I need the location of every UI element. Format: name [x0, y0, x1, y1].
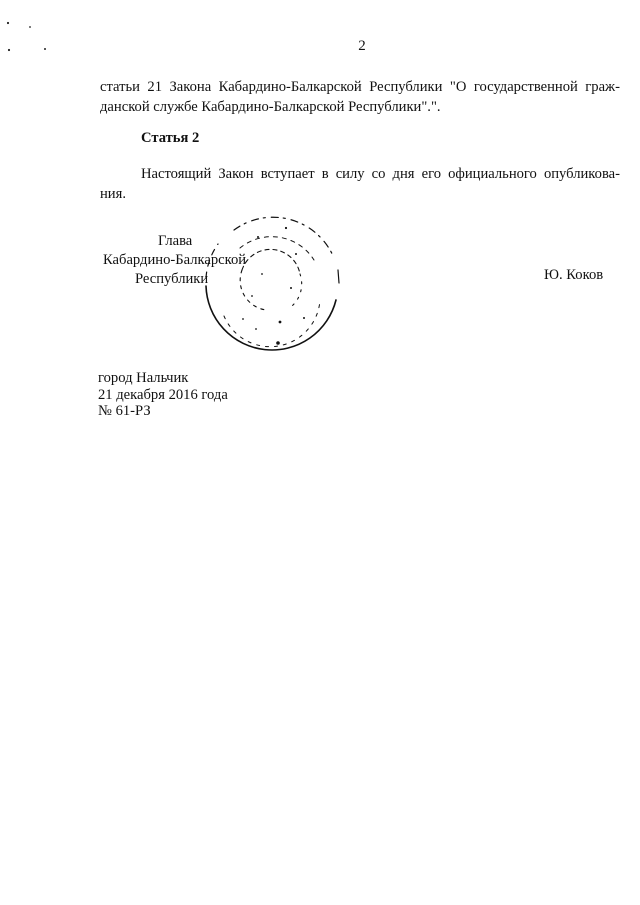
- signature-title: [100, 232, 300, 289]
- footer-number: № 61-РЗ: [98, 403, 151, 419]
- continuation-paragraph: [100, 77, 620, 117]
- page-number: 2: [358, 38, 366, 54]
- article-2-paragraph: [100, 164, 620, 204]
- footer-date: 21 декабря 2016 года: [98, 386, 228, 403]
- document-footer: [98, 370, 228, 420]
- signature-title-line: Кабардино-Балкарской: [103, 252, 247, 268]
- paragraph-line: статьи 21 Закона Кабардино-Балкарской Республики "О государственной граж-: [100, 79, 620, 95]
- paragraph-line: Настоящий Закон вступает в силу со дня его официального опубликова-: [141, 166, 620, 182]
- signature-title-line: Республики: [135, 271, 209, 287]
- scan-specks: [0, 0, 60, 60]
- signature-title-line: Глава: [158, 233, 193, 249]
- footer-city: город Нальчик: [98, 370, 189, 386]
- article-heading: Статья 2: [141, 130, 200, 146]
- paragraph-line: ния.: [100, 186, 126, 202]
- paragraph-line: данской службе Кабардино-Балкарской Республики".".: [100, 99, 441, 115]
- signer-name: Ю. Коков: [544, 267, 604, 283]
